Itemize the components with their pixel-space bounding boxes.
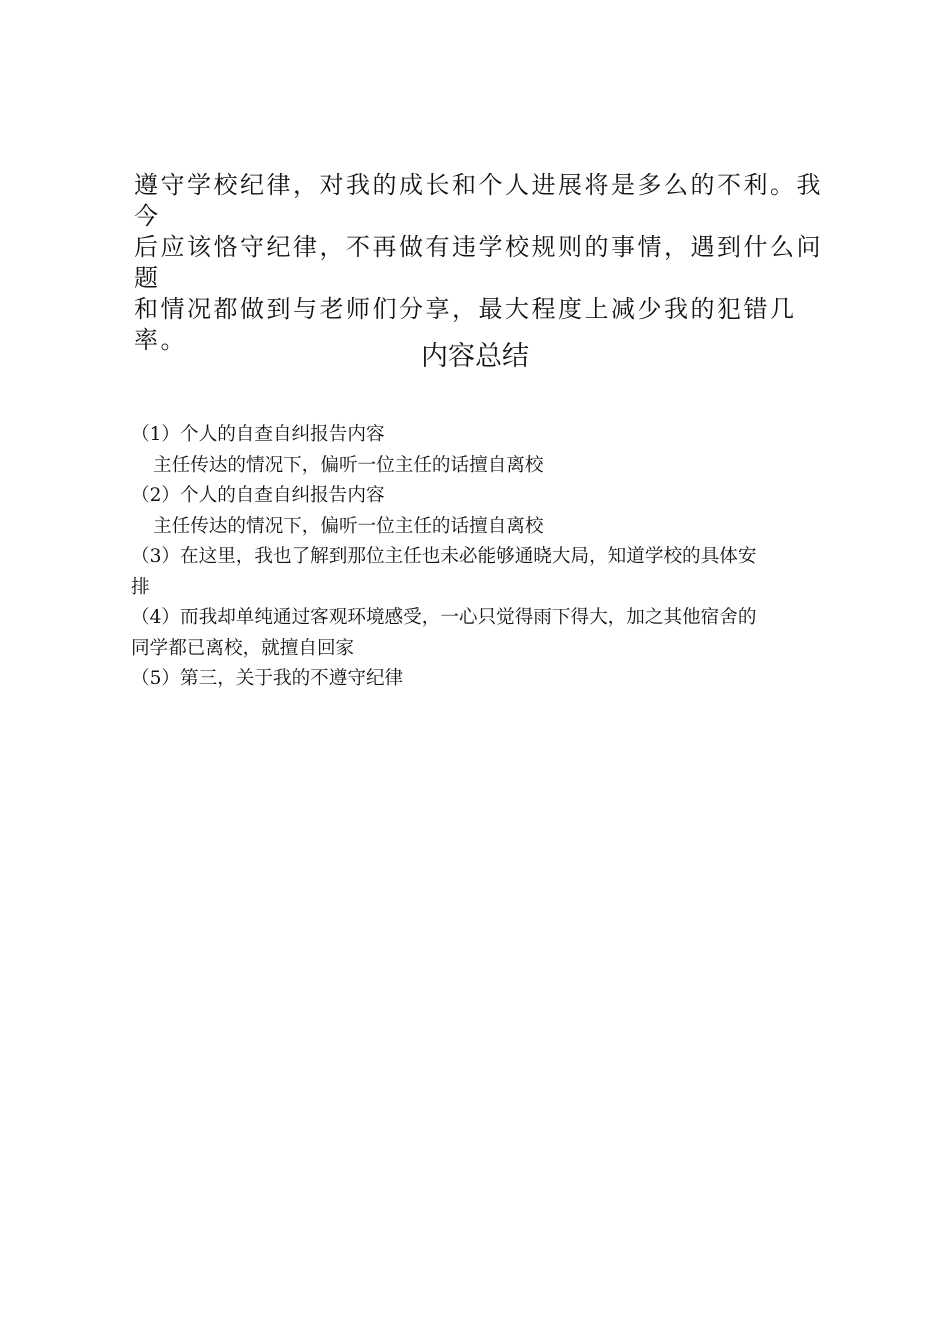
intro-line: 遵守学校纪律，对我的成长和个人进展将是多么的不利。我今	[134, 171, 823, 230]
intro-paragraph	[134, 170, 834, 356]
summary-item: （3）在这里，我也了解到那位主任也未必能够通晓大局，知道学校的具体安	[131, 546, 757, 567]
summary-item: 主任传达的情况下，偏听一位主任的话擅自离校	[153, 454, 544, 476]
summary-item: （2）个人的自查自纠报告内容	[131, 485, 385, 506]
summary-item: （5）第三，关于我的不遵守纪律	[131, 668, 404, 689]
summary-item: 主任传达的情况下，偏听一位主任的话擅自离校	[153, 515, 544, 537]
summary-item: （4）而我却单纯通过客观环境感受，一心只觉得雨下得大，加之其他宿舍的	[131, 607, 757, 628]
summary-item: 排	[131, 576, 150, 598]
summary-item: 同学都已离校，就擅自回家	[131, 637, 355, 659]
intro-line: 后应该恪守纪律，不再做有违学校规则的事情，遇到什么问题	[134, 233, 823, 292]
intro-line: 和情况都做到与老师们分享，最大程度上减少我的犯错几率。	[134, 295, 797, 354]
summary-title: 内容总结	[421, 341, 529, 372]
summary-item: （1）个人的自查自纠报告内容	[131, 424, 385, 445]
summary-list	[131, 420, 831, 695]
